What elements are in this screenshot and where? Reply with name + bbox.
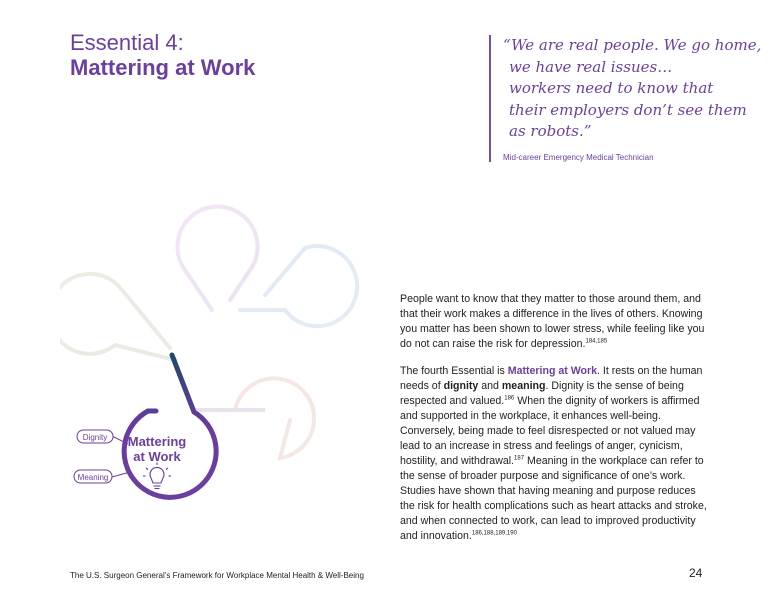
text-run: When the dignity of workers is affirmed and supported in the workplace, it enhances well-being. Conversely, being made to feel disrespected or not valued may lead to an increase in stress and feelings of anger, cynicism, hostility, and withdrawal. [400,395,700,467]
body-text [400,292,710,556]
center-label-line2: at Work [133,449,181,464]
petal-bottom-right [195,378,314,458]
citation: 184,185 [585,338,608,345]
text-run: Meaning in the workplace can refer to the sense of broader purpose and significance of one’s work. Studies have shown that having meaning and purpose reduces the risk for health complications such as heart attacks and stroke, and when connected to work, can lead to improved productivity and innovation. [400,455,707,542]
paragraph-1 [400,292,710,352]
framework-diagram [60,200,400,510]
citation: 186,188,189,190 [471,530,517,537]
page-heading [70,30,255,80]
text-run: . It rests on the human needs of [400,365,703,392]
center-label-line1: Mattering [127,434,187,449]
essential-emphasis: Mattering at Work [507,365,598,377]
page-number: 24 [689,566,703,580]
dignity-emphasis: dignity [443,380,479,392]
dignity-label: Dignity [82,433,108,442]
meaning-emphasis: meaning [501,380,546,392]
meaning-label: Meaning [77,473,109,482]
quote-line: “We are real people. We go home, [503,36,762,54]
pull-quote [489,35,763,162]
petal-left [60,274,175,360]
meaning-tag [74,470,130,483]
essential-title: Mattering at Work [70,55,256,80]
citation: 187 [514,455,525,462]
paragraph-2 [400,364,710,544]
lightbulb-icon [143,463,171,489]
text-run: . Dignity is the sense of being respected and valued. [400,380,684,407]
quote-text [503,35,763,143]
quote-attribution: Mid-career Emergency Medical Technician [503,152,654,162]
text-run: and [478,380,502,392]
petal-top [178,207,258,310]
quote-line: we have real issues… [509,57,673,76]
quote-line: their employers don’t see them [509,100,747,119]
citation: 186 [504,395,515,402]
footer-text: The U.S. Surgeon General’s Framework for Workplace Mental Health & Well-Being [70,571,364,580]
quote-line: as robots.” [509,122,592,140]
essential-number: Essential 4: [70,30,184,55]
paragraph-1-text: People want to know that they matter to those around them, and that their work makes a difference in the lives of others. Knowing you matter has been shown to lower stress, while feeling like you do not can raise the risk for depression. [400,293,705,350]
text-run: The fourth Essential is [400,365,508,377]
quote-line: workers need to know that [509,79,714,97]
dignity-tag [77,430,128,444]
